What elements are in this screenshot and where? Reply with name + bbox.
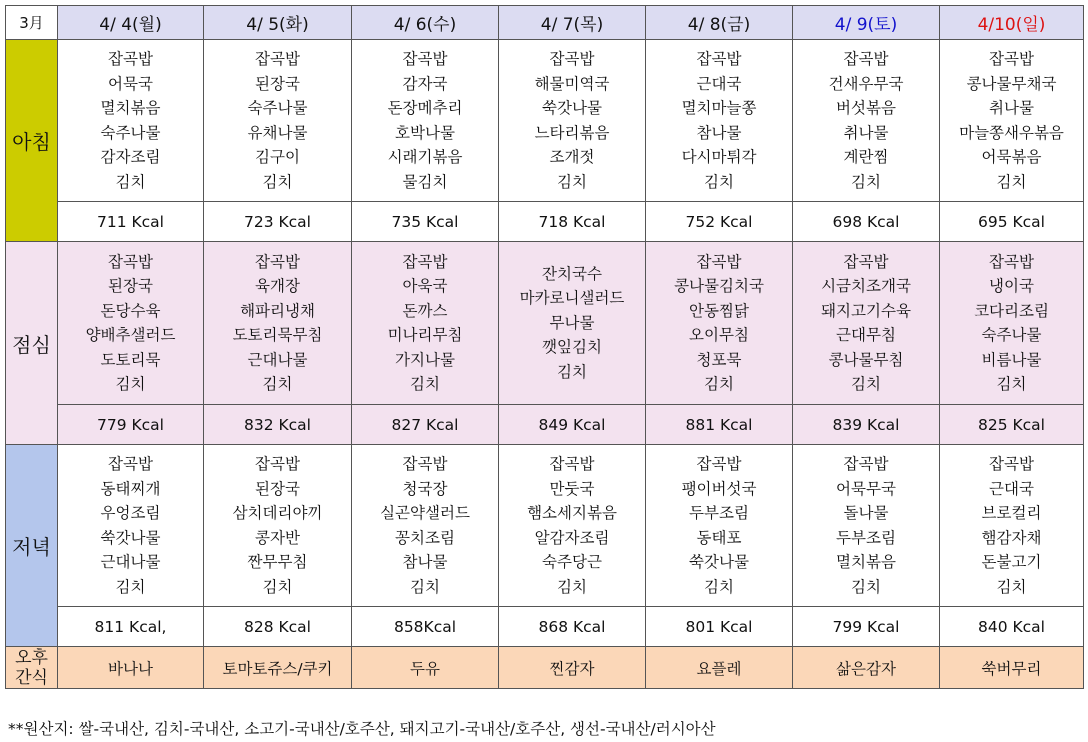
menu-item: 취나물 — [989, 99, 1034, 117]
menu-item: 된장국 — [108, 277, 153, 295]
kcal-cell: 849 Kcal — [499, 405, 646, 445]
menu-cell — [499, 445, 646, 607]
menu-cell — [352, 242, 499, 405]
breakfast-label: 아침 — [6, 40, 58, 242]
menu-item: 오이무침 — [689, 326, 749, 344]
menu-cell — [940, 445, 1084, 607]
menu-item: 돈장메추리 — [387, 99, 463, 117]
menu-item: 참나물 — [696, 123, 742, 142]
menu-item: 잡곡밥 — [402, 50, 448, 68]
menu-item: 버섯볶음 — [836, 99, 896, 117]
menu-item: 잡곡밥 — [843, 455, 889, 473]
menu-item: 마카로니샐러드 — [519, 289, 625, 308]
snack-label-line: 간식 — [15, 667, 48, 688]
menu-item: 멸치볶음 — [100, 99, 161, 117]
menu-item: 김치 — [410, 375, 440, 393]
menu-item: 어묵국 — [108, 74, 153, 93]
menu-item: 콩나물김치국 — [674, 277, 764, 295]
menu-item: 시금치조개국 — [821, 277, 911, 295]
menu-cell — [646, 40, 793, 202]
menu-item: 돈불고기 — [981, 553, 1042, 571]
menu-item: 어묵무국 — [836, 479, 896, 498]
menu-item: 돈까스 — [402, 301, 448, 320]
origin-footnote: **원산지: 쌀-국내산, 김치-국내산, 소고기-국내산/호주산, 돼지고기-국내산/호주산, 생선-국내산/러시아산 — [8, 720, 716, 738]
menu-item: 참나물 — [402, 553, 448, 571]
menu-item: 김치 — [115, 172, 146, 191]
menu-cell — [940, 40, 1084, 202]
menu-cell — [940, 242, 1084, 405]
menu-item: 근대나물 — [100, 553, 161, 571]
kcal-cell: 799 Kcal — [793, 607, 940, 647]
menu-cell — [352, 445, 499, 607]
day-header: 4/ 8(금) — [646, 6, 793, 40]
menu-item: 된장국 — [255, 479, 300, 498]
kcal-cell: 828 Kcal — [204, 607, 352, 647]
menu-item: 콩자반 — [255, 528, 300, 547]
menu-item: 청포묵 — [696, 350, 742, 369]
day-header: 4/ 7(목) — [499, 6, 646, 40]
menu-item: 김치 — [262, 577, 293, 596]
menu-item: 우엉조림 — [100, 504, 161, 522]
menu-item: 쑥갓나물 — [100, 528, 161, 547]
menu-item: 다시마튀각 — [681, 148, 757, 166]
kcal-cell: 698 Kcal — [793, 202, 940, 242]
menu-item: 김치 — [262, 375, 293, 393]
day-header: 4/ 5(화) — [204, 6, 352, 40]
menu-item: 비름나물 — [981, 350, 1042, 369]
menu-item: 잡곡밥 — [255, 455, 300, 473]
menu-item: 콩나물무침 — [828, 350, 904, 369]
menu-item: 브로컬리 — [981, 504, 1042, 522]
menu-item: 삼치데리야끼 — [232, 504, 323, 522]
menu-item: 잡곡밥 — [402, 252, 448, 271]
kcal-cell: 881 Kcal — [646, 405, 793, 445]
menu-item: 김치 — [851, 172, 881, 191]
menu-item: 김치 — [557, 172, 587, 191]
kcal-cell: 779 Kcal — [58, 405, 204, 445]
kcal-cell: 723 Kcal — [204, 202, 352, 242]
menu-item: 돼지고기수육 — [821, 301, 911, 320]
menu-item: 잡곡밥 — [989, 252, 1034, 271]
menu-cell — [499, 40, 646, 202]
menu-cell — [58, 242, 204, 405]
menu-item: 김치 — [115, 577, 146, 596]
menu-item: 잡곡밥 — [108, 455, 153, 473]
menu-item: 김치 — [704, 375, 734, 393]
menu-item: 실곤약샐러드 — [380, 504, 470, 522]
menu-item: 만둣국 — [549, 479, 595, 498]
menu-cell — [793, 40, 940, 202]
menu-item: 냉이국 — [989, 277, 1034, 295]
kcal-cell: 839 Kcal — [793, 405, 940, 445]
kcal-cell: 695 Kcal — [940, 202, 1084, 242]
menu-item: 멸치볶음 — [836, 553, 896, 571]
menu-item: 김치 — [115, 375, 146, 393]
menu-item: 물김치 — [402, 172, 448, 191]
kcal-cell: 832 Kcal — [204, 405, 352, 445]
menu-item: 잡곡밥 — [255, 50, 300, 68]
menu-cell — [793, 445, 940, 607]
lunch-label: 점심 — [6, 242, 58, 445]
menu-item: 두부조림 — [836, 528, 896, 547]
menu-item: 숙주나물 — [247, 99, 308, 117]
menu-item: 멸치마늘쫑 — [681, 99, 757, 117]
menu-item: 돈당수육 — [100, 301, 161, 320]
menu-item: 무나물 — [549, 313, 595, 332]
dinner-label: 저녁 — [6, 445, 58, 647]
menu-item: 숙주나물 — [981, 326, 1042, 344]
menu-item: 김치 — [851, 577, 881, 596]
day-header-sunday: 4/10(일) — [940, 6, 1084, 40]
menu-item: 조개젓 — [549, 148, 595, 166]
header-row — [6, 6, 1084, 40]
menu-item: 감자조림 — [100, 148, 161, 166]
menu-item: 두부조림 — [689, 504, 749, 522]
menu-item: 계란찜 — [843, 148, 889, 166]
menu-item: 김치 — [996, 375, 1027, 393]
menu-item: 김치 — [704, 172, 734, 191]
menu-cell — [793, 242, 940, 405]
menu-item: 김치 — [996, 577, 1027, 596]
menu-item: 시래기볶음 — [387, 148, 463, 166]
lunch-row — [6, 242, 1084, 405]
menu-item: 건새우무국 — [828, 74, 904, 93]
menu-item: 잡곡밥 — [843, 50, 889, 68]
menu-item: 해물미역국 — [534, 74, 610, 93]
menu-item: 육개장 — [255, 277, 300, 295]
menu-item: 미나리무침 — [387, 326, 463, 344]
menu-cell — [204, 40, 352, 202]
snack-cell: 토마토쥬스/쿠키 — [204, 647, 352, 689]
menu-item: 김치 — [851, 375, 881, 393]
menu-item: 잡곡밥 — [696, 455, 742, 473]
kcal-cell: 868 Kcal — [499, 607, 646, 647]
menu-item: 잡곡밥 — [108, 50, 153, 68]
menu-item: 짠무무침 — [247, 553, 308, 571]
menu-item: 잡곡밥 — [255, 252, 300, 271]
menu-item: 김치 — [410, 577, 440, 596]
menu-item: 김치 — [262, 172, 293, 191]
menu-item: 김치 — [557, 362, 587, 381]
menu-item: 숙주나물 — [100, 123, 161, 142]
menu-item: 잡곡밥 — [989, 50, 1034, 68]
menu-item: 된장국 — [255, 74, 300, 93]
menu-item: 근대무침 — [836, 326, 896, 344]
menu-item: 안동찜닭 — [689, 301, 749, 320]
menu-item: 쑥갓나물 — [542, 99, 602, 117]
menu-item: 잡곡밥 — [696, 252, 742, 271]
kcal-cell: 735 Kcal — [352, 202, 499, 242]
menu-item: 김치 — [557, 577, 587, 596]
kcal-cell: 858Kcal — [352, 607, 499, 647]
menu-item: 깻잎김치 — [542, 338, 602, 357]
menu-item: 돌나물 — [843, 504, 889, 522]
menu-item: 도토리묵 — [100, 350, 161, 369]
menu-item: 근대국 — [989, 479, 1034, 498]
menu-item: 콩나물무채국 — [966, 74, 1057, 93]
menu-item: 숙주당근 — [542, 553, 602, 571]
snack-cell: 두유 — [352, 647, 499, 689]
menu-cell — [646, 445, 793, 607]
menu-item: 감자국 — [402, 74, 448, 93]
kcal-cell: 827 Kcal — [352, 405, 499, 445]
menu-item: 잡곡밥 — [402, 455, 448, 473]
weekly-menu-table — [5, 5, 1084, 689]
menu-cell — [58, 445, 204, 607]
menu-item: 호박나물 — [395, 123, 455, 142]
menu-item: 코다리조림 — [974, 301, 1049, 320]
snack-cell: 삶은감자 — [793, 647, 940, 689]
menu-item: 아욱국 — [402, 277, 448, 295]
menu-item: 잔치국수 — [542, 264, 602, 283]
kcal-cell: 801 Kcal — [646, 607, 793, 647]
menu-item: 양배추샐러드 — [85, 326, 176, 344]
menu-item: 동태찌개 — [100, 479, 161, 498]
kcal-cell: 840 Kcal — [940, 607, 1084, 647]
menu-item: 알감자조림 — [534, 528, 610, 547]
menu-item: 청국장 — [402, 479, 448, 498]
menu-item: 유채나물 — [247, 123, 308, 142]
menu-item: 잡곡밥 — [696, 50, 742, 68]
menu-cell — [646, 242, 793, 405]
lunch-kcal-row — [6, 405, 1084, 445]
breakfast-kcal-row — [6, 202, 1084, 242]
menu-cell — [204, 445, 352, 607]
menu-item: 느타리볶음 — [534, 123, 610, 142]
menu-item: 잡곡밥 — [549, 455, 595, 473]
menu-item: 해파리냉채 — [240, 301, 315, 320]
kcal-cell: 752 Kcal — [646, 202, 793, 242]
menu-item: 김치 — [704, 577, 734, 596]
snack-label — [6, 647, 58, 689]
day-header: 4/ 6(수) — [352, 6, 499, 40]
snack-cell: 바나나 — [58, 647, 204, 689]
menu-item: 근대나물 — [247, 350, 308, 369]
snack-cell: 찐감자 — [499, 647, 646, 689]
snack-label-line: 오후 — [15, 647, 48, 668]
snack-cell: 요플레 — [646, 647, 793, 689]
kcal-cell: 711 Kcal — [58, 202, 204, 242]
menu-item: 햄감자채 — [981, 528, 1042, 547]
menu-item: 근대국 — [696, 74, 742, 93]
menu-cell — [58, 40, 204, 202]
menu-cell — [499, 242, 646, 405]
menu-item: 햄소세지볶음 — [527, 504, 617, 522]
breakfast-row — [6, 40, 1084, 202]
month-label: 3月 — [6, 6, 58, 40]
dinner-kcal-row — [6, 607, 1084, 647]
snack-row — [6, 647, 1084, 689]
menu-item: 어묵볶음 — [981, 148, 1042, 166]
menu-item: 가지나물 — [395, 350, 455, 369]
menu-item: 쑥갓나물 — [689, 553, 749, 571]
day-header: 4/ 4(월) — [58, 6, 204, 40]
kcal-cell: 811 Kcal, — [58, 607, 204, 647]
menu-item: 동태포 — [696, 528, 742, 547]
menu-item: 꽁치조림 — [395, 528, 455, 547]
menu-item: 마늘쫑새우볶음 — [959, 123, 1064, 142]
menu-item: 김치 — [996, 172, 1027, 191]
menu-item: 팽이버섯국 — [681, 479, 757, 498]
kcal-cell: 718 Kcal — [499, 202, 646, 242]
menu-item: 잡곡밥 — [843, 252, 889, 271]
menu-item: 잡곡밥 — [108, 252, 153, 271]
menu-item: 취나물 — [843, 123, 889, 142]
menu-item: 김구이 — [255, 148, 300, 166]
dinner-row — [6, 445, 1084, 607]
day-header-saturday: 4/ 9(토) — [793, 6, 940, 40]
menu-item: 도토리묵무침 — [232, 326, 323, 344]
menu-cell — [352, 40, 499, 202]
snack-cell: 쑥버무리 — [940, 647, 1084, 689]
menu-cell — [204, 242, 352, 405]
menu-item: 잡곡밥 — [549, 50, 595, 68]
kcal-cell: 825 Kcal — [940, 405, 1084, 445]
menu-item: 잡곡밥 — [989, 455, 1034, 473]
